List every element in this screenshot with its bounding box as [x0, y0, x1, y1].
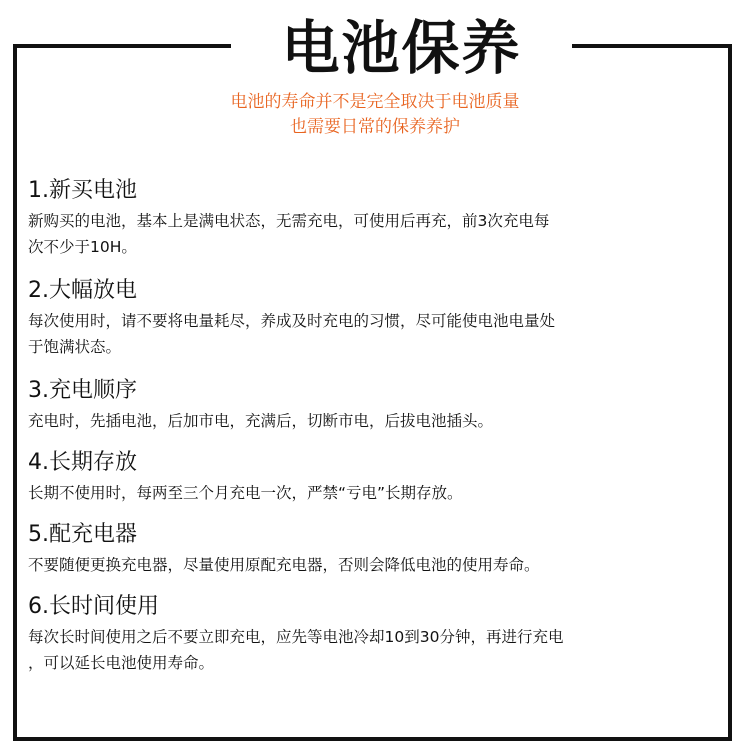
subtitle-line-1: 电池的寿命并不是完全取决于电池质量	[230, 92, 520, 112]
section-heading: 6.长时间使用	[28, 594, 159, 619]
tip-section-charger	[28, 520, 728, 578]
tip-section-new-battery	[28, 176, 728, 260]
section-heading: 1.新买电池	[28, 178, 137, 203]
section-text-line: 每次长时间使用之后不要立即充电，应先等电池冷却10到30分钟，再进行充电	[28, 628, 564, 646]
section-text-line: ，可以延长电池使用寿命。	[28, 654, 215, 672]
tips-list	[28, 176, 728, 695]
tip-section-charging-order	[28, 376, 728, 434]
section-text-line: 充电时，先插电池，后加市电，充满后，切断市电，后拔电池插头。	[28, 412, 494, 430]
tip-section-long-storage	[28, 448, 728, 506]
section-text-line: 长期不使用时，每两至三个月充电一次，严禁“亏电”长期存放。	[28, 484, 463, 502]
section-text-line: 不要随便更换充电器，尽量使用原配充电器，否则会降低电池的使用寿命。	[28, 556, 540, 574]
tip-section-long-use	[28, 592, 728, 676]
section-heading: 2.大幅放电	[28, 278, 137, 303]
section-heading: 4.长期存放	[28, 450, 137, 475]
section-text-line: 新购买的电池，基本上是满电状态，无需充电，可使用后再充，前3次充电每	[28, 212, 550, 230]
tip-section-deep-discharge	[28, 276, 728, 360]
page-title: 电池保养	[281, 14, 522, 82]
section-text-line: 次不少于10H。	[28, 238, 137, 256]
section-heading: 3.充电顺序	[28, 378, 137, 403]
section-text-line: 于饱满状态。	[28, 338, 122, 356]
section-text-line: 每次使用时，请不要将电量耗尽，养成及时充电的习惯，尽可能使电池电量处	[28, 312, 556, 330]
section-heading: 5.配充电器	[28, 522, 137, 547]
subtitle-line-2: 也需要日常的保养养护	[290, 117, 460, 137]
